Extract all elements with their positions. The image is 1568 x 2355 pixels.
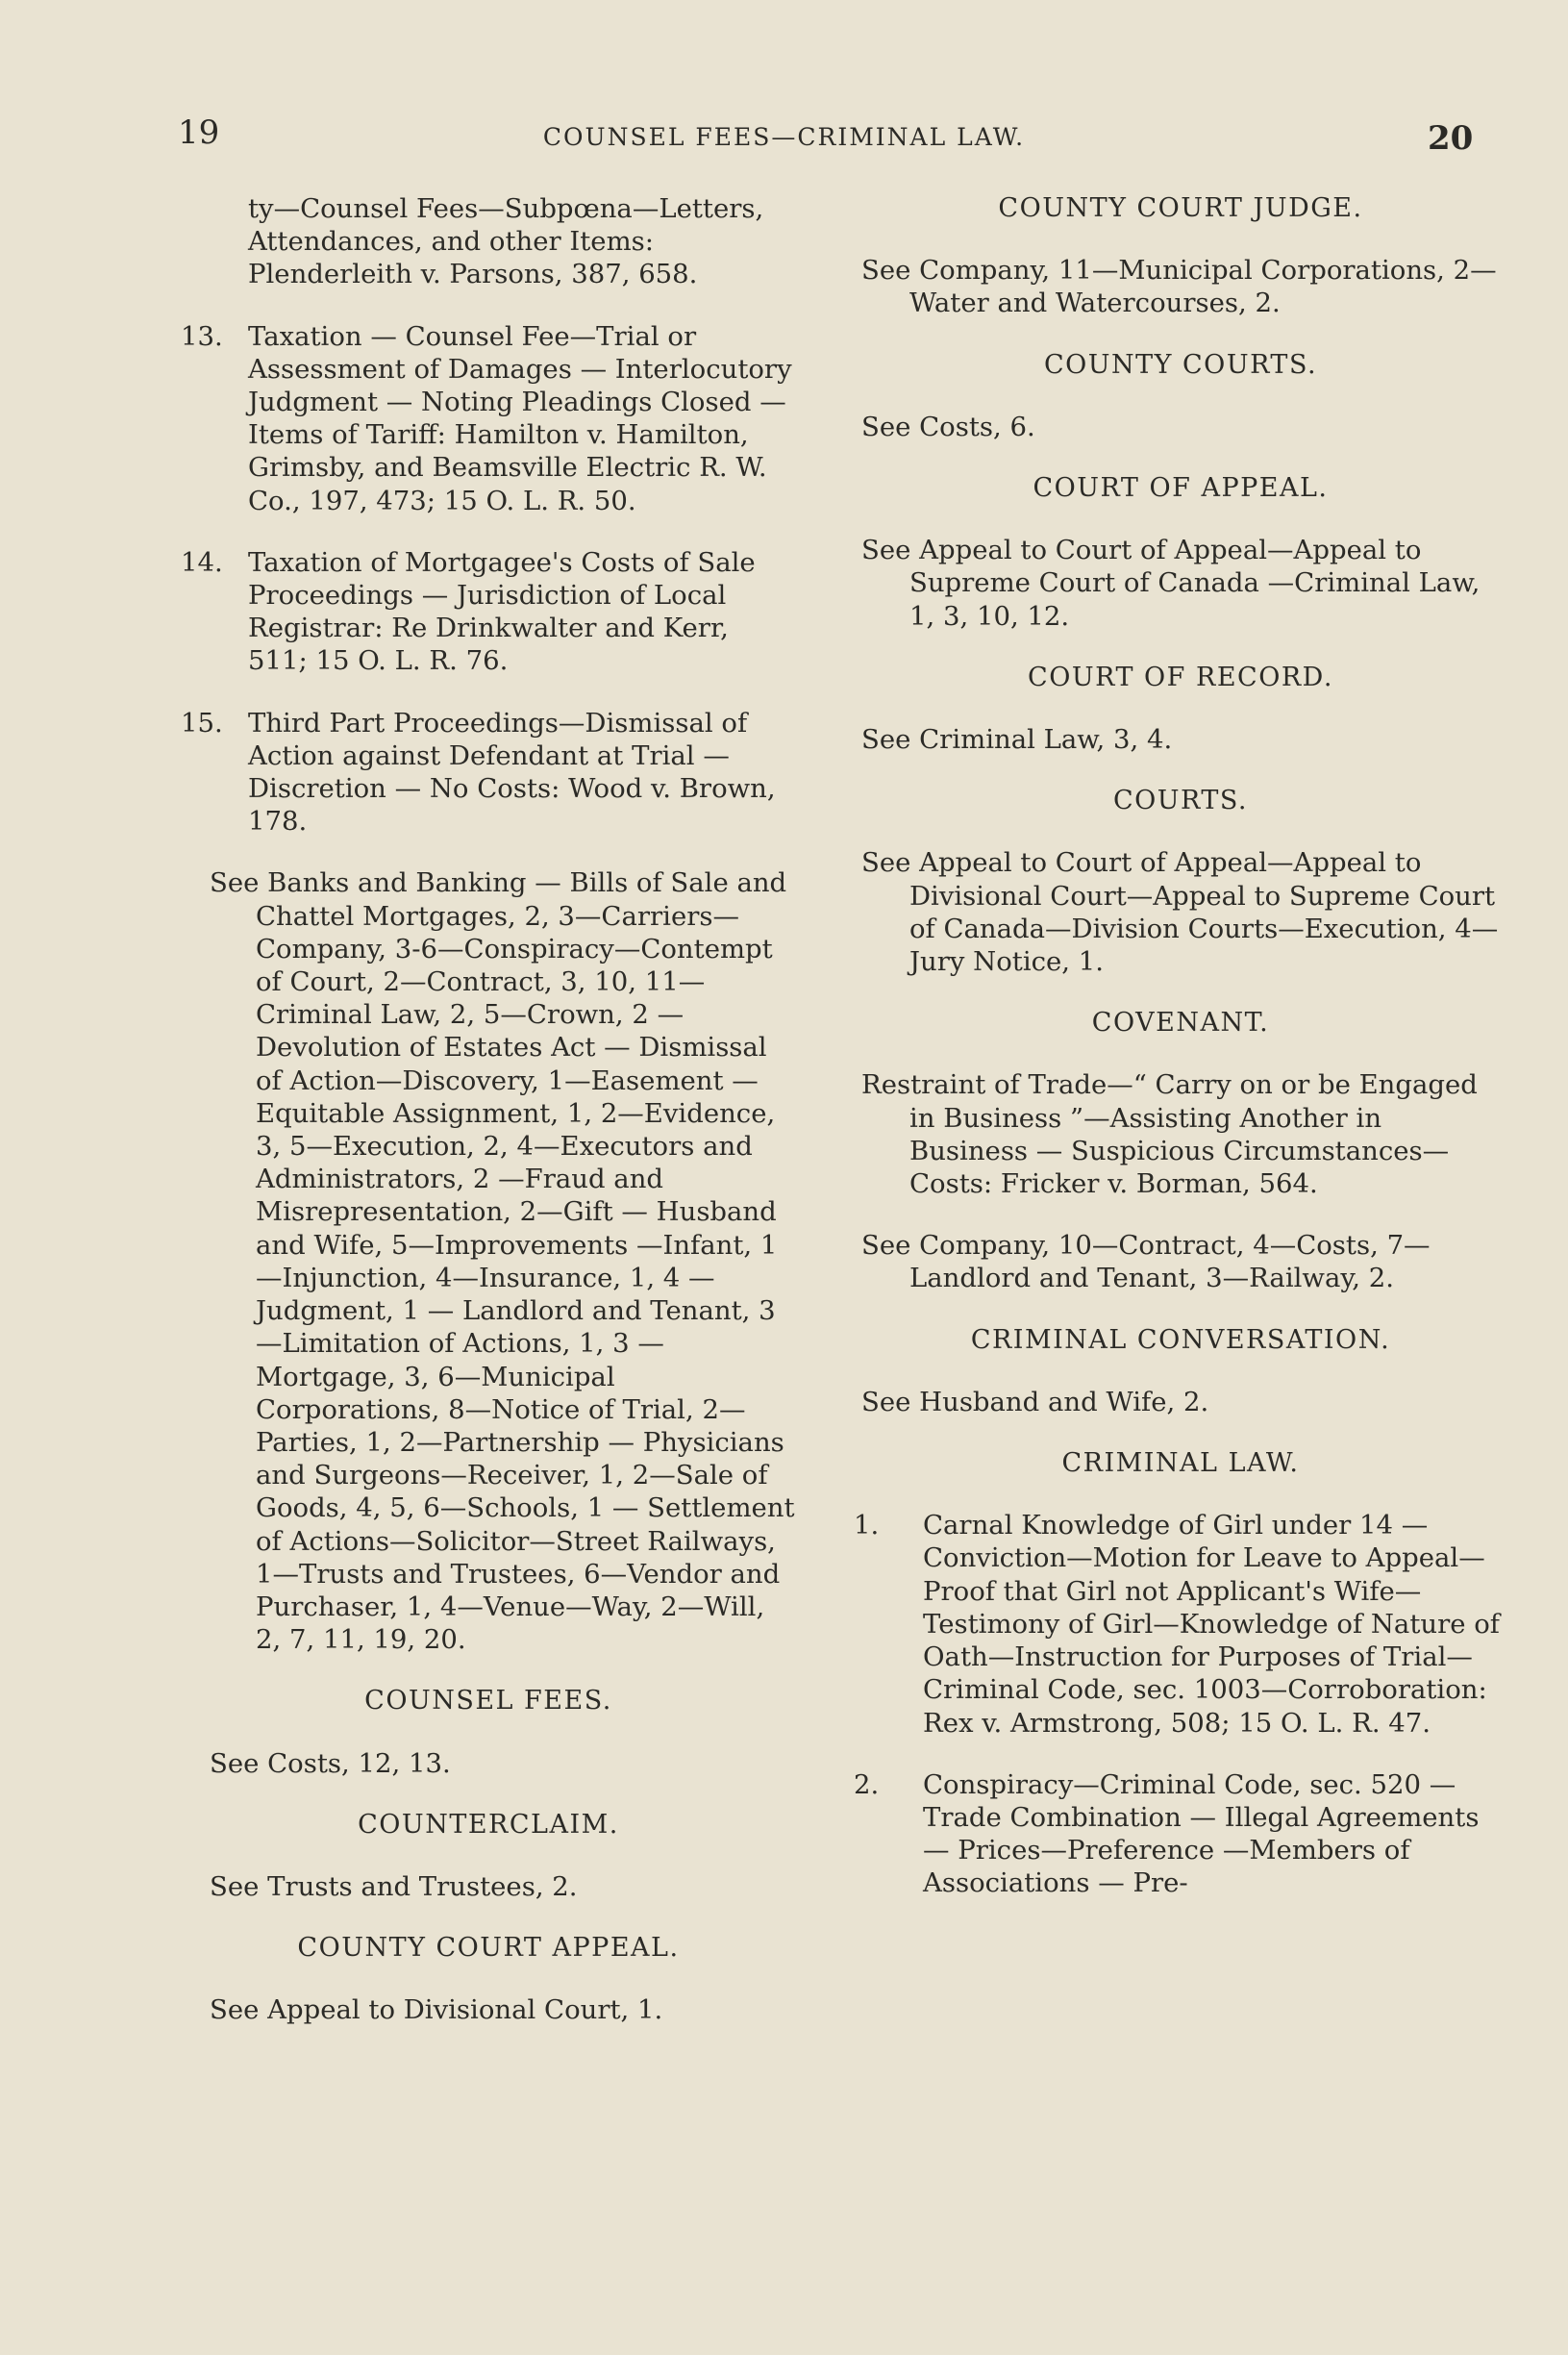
cross-reference: See Appeal to Court of Appeal—Appeal to Supreme Court of Canada —Criminal Law, 1, 3, 10, 12. xyxy=(861,535,1481,632)
continued-entry: ty—Counsel Fees—Subpœna—Letters, Attendances, and other Items: Plenderleith v. Parsons, 387, 658. xyxy=(248,193,764,290)
criminal-law-entry-1 xyxy=(854,1509,1507,1739)
right-column xyxy=(854,192,1507,1929)
cross-reference: See Trusts and Trustees, 2. xyxy=(210,1870,578,1902)
entry-number: 1. xyxy=(854,1510,880,1541)
entry-text: Conspiracy—Criminal Code, sec. 520 — Trade Combination — Illegal Agreements — Prices—Preference —Members of Associations — Pre- xyxy=(923,1768,1480,1899)
running-head: COUNSEL FEES—CRIMINAL LAW. xyxy=(542,123,1026,151)
left-page-number: 19 xyxy=(178,113,220,152)
index-entry-14 xyxy=(181,546,796,678)
index-entry-13 xyxy=(181,320,796,517)
section-heading-counterclaim: COUNTERCLAIM. xyxy=(358,1809,619,1840)
entry-number: 2. xyxy=(854,1768,880,1800)
entry-text: Taxation — Counsel Fee—Trial or Assessment of Damages — Interlocutory Judgment — Noting Pleadings Closed — Items of Tariff: Hamilton v. Hamilton, Grimsby, and Beamsville Electric R. W. Co., 197, 473; 15 O. L. R. 50. xyxy=(248,320,792,516)
section-heading-county-courts: COUNTY COURTS. xyxy=(1043,349,1318,380)
section-heading-criminal-conversation: CRIMINAL CONVERSATION. xyxy=(970,1324,1391,1355)
section-heading-court-of-appeal: COURT OF APPEAL. xyxy=(1033,473,1329,504)
entry-number: 13. xyxy=(181,320,223,352)
section-heading-county-court-appeal: COUNTY COURT APPEAL. xyxy=(297,1933,680,1964)
section-heading-counsel-fees: COUNSEL FEES. xyxy=(364,1686,612,1716)
entry-text: Third Part Proceedings—Dismissal of Action against Defendant at Trial — Discretion — No Costs: Wood v. Brown, 178. xyxy=(248,707,776,838)
cross-reference: See Appeal to Divisional Court, 1. xyxy=(210,1994,663,2026)
section-heading-covenant: COVENANT. xyxy=(1091,1008,1270,1039)
cross-reference: See Appeal to Court of Appeal—Appeal to Divisional Court—Appeal to Supreme Court of Canada—Division Courts—Execution, 4—Jury Notice, 1. xyxy=(861,847,1499,978)
entry-text: Taxation of Mortgagee's Costs of Sale Proceedings — Jurisdiction of Local Registrar: Re Drinkwalter and Kerr, 511; 15 O. L. R. 76. xyxy=(248,546,756,677)
section-heading-county-court-judge: COUNTY COURT JUDGE. xyxy=(998,193,1363,223)
section-heading-court-of-record: COURT OF RECORD. xyxy=(1028,662,1333,692)
cross-reference: See Costs, 12, 13. xyxy=(210,1747,451,1779)
cross-reference: See Company, 10—Contract, 4—Costs, 7—Landlord and Tenant, 3—Railway, 2. xyxy=(861,1230,1431,1294)
index-entry-15 xyxy=(181,707,796,839)
see-also-references: See Banks and Banking — Bills of Sale and Chattel Mortgages, 2, 3—Carriers—Company, 3-6—Conspiracy—Contempt of Court, 2—Contract, 3, 10, 11—Criminal Law, 2, 5—Crown, 2 — Devolution of Estates Act — Dismissal of Action—Discovery, 1—Easement — Equitable Assignment, 1, 2—Evidence, 3, 5—Execution, 2, 4—Executors and Administrators, 2 —Fraud and Misrepresentation, 2—Gift — Husband and Wife, 5—Improvements —Infant, 1—Injunction, 4—Insurance, 1, 4 — Judgment, 1 — Landlord and Tenant, 3—Limitation of Actions, 1, 3 — Mortgage, 3, 6—Municipal Corporations, 8—Notice of Trial, 2—Parties, 1, 2—Partnership — Physicians and Surgeons—Receiver, 1, 2—Sale of Goods, 4, 5, 6—Schools, 1 — Settlement of Actions—Solicitor—Street Railways, 1—Trusts and Trustees, 6—Vendor and Purchaser, 1, 4—Venue—Way, 2—Will, 2, 7, 11, 19, 20. xyxy=(210,867,795,1656)
entry-text: Carnal Knowledge of Girl under 14 —Conviction—Motion for Leave to Appeal—Proof that Girl not Applicant's Wife—Testimony of Girl—Knowledge of Nature of Oath—Instruction for Purposes of Trial—Criminal Code, sec. 1003—Corroboration: Rex v. Armstrong, 508; 15 O. L. R. 47. xyxy=(923,1510,1500,1739)
right-page-number: 20 xyxy=(1428,119,1474,158)
cross-reference: See Company, 11—Municipal Corporations, 2—Water and Watercourses, 2. xyxy=(861,255,1497,319)
cross-reference: See Costs, 6. xyxy=(861,411,1035,442)
covenant-entry: Restraint of Trade—“ Carry on or be Engaged in Business ”—Assisting Another in Business — Suspicious Circumstances—Costs: Fricker v. Borman, 564. xyxy=(861,1069,1478,1200)
entry-number: 14. xyxy=(181,546,223,578)
entry-number: 15. xyxy=(181,707,223,739)
section-heading-courts: COURTS. xyxy=(1112,786,1249,816)
left-column xyxy=(181,192,796,2056)
page-header xyxy=(0,113,1568,171)
cross-reference: See Husband and Wife, 2. xyxy=(861,1386,1209,1417)
criminal-law-entry-2 xyxy=(854,1768,1507,1900)
cross-reference: See Criminal Law, 3, 4. xyxy=(861,724,1173,756)
section-heading-criminal-law: CRIMINAL LAW. xyxy=(1061,1448,1300,1479)
